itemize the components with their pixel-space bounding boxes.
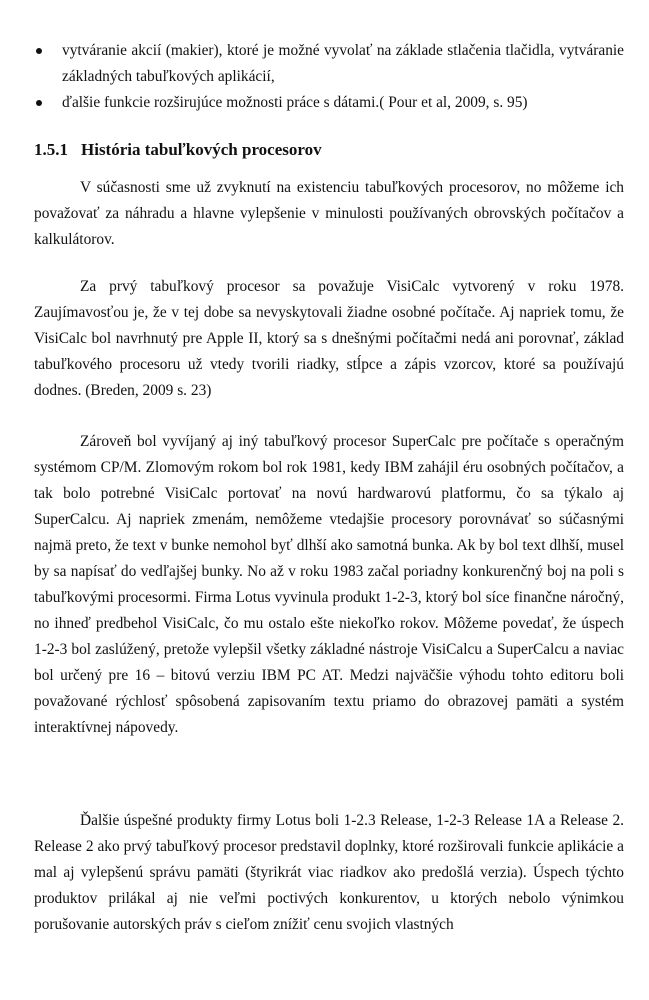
section-heading — [34, 139, 322, 161]
body-paragraph: Zároveň bol vyvíjaný aj iný tabuľkový procesor SuperCalc pre počítače s operačným systémom CP/M. Zlomovým rokom bol rok 1981, kedy IBM zahájil éru osobných počítačov, a tak bolo potrebné VisiCalc portovať na novú hardwarovú platformu, čo sa týkalo aj SuperCalcu. Aj napriek zmenám, nemôžeme vtedajšie procesory porovnávať so súčasnými najmä preto, že text v bunke nemohol byť dlhší ako samotná bunka. Ak by bol text dlhší, musel by sa napísať do vedľajšej bunky. No až v roku 1983 začal poriadny konkurenčný boj na poli s tabuľkovými procesormi. Firma Lotus vyvinula produkt 1-2-3, ktorý bol síce finančne náročný, no ihneď predbehol VisiCalc, čo mu ostalo ešte niekoľko rokov. Môžeme povedať, že úspech 1-2-3 bol zaslúžený, pretože vylepšil všetky základné nástroje VisiCalcu a SuperCalcu a naviac bol určený pre 16 – bitovú verziu IBM PC AT. Medzi najväčšie výhodu tohto editoru boli považované rýchlosť spôsobená zapisovaním textu priamo do obrazovej pamäti a systém interaktívnej nápovedy. — [34, 433, 624, 736]
section-number: 1.5.1 — [34, 140, 68, 159]
body-paragraph: Ďalšie úspešné produkty firmy Lotus boli 1-2.3 Release, 1-2-3 Release 1A a Release 2. Release 2 ako prvý tabuľkový procesor predstavil doplnky, ktoré rozširovali funkcie aplikácie a mal aj vylepšenú správu pamäti (štyrikrát viac riadkov ako predošlá verzia). Úspech týchto produktov prilákal aj nie veľmi poctivých konkurentov, u ktorých nebolo výnimkou porušovanie autorských práv s cieľom znížiť cenu svojich vlastných — [34, 812, 624, 933]
bullet-list — [34, 38, 624, 116]
body-paragraph: Za prvý tabuľkový procesor sa považuje VisiCalc vytvorený v roku 1978. Zaujímavosťou je, že v tej dobe sa nevyskytovali žiadne osobné počítače. Aj napriek tomu, že VisiCalc bol navrhnutý pre Apple II, ktorý sa s dnešnými počítačmi nedá ani porovnať, základ tabuľkového procesoru už vtedy tvorili riadky, stĺpce a zápis vzorcov, ktoré sa používajú dodnes. (Breden, 2009 s. 23) — [34, 278, 624, 399]
bullet-item: vytváranie akcií (makier), ktoré je možné vyvolať na základe stlačenia tlačidla, vytváranie základných tabuľkových aplikácií, — [34, 38, 624, 90]
section-title: História tabuľkových procesorov — [81, 140, 322, 159]
body-paragraph: V súčasnosti sme už zvyknutí na existenciu tabuľkových procesorov, no môžeme ich považovať za náhradu a hlavne vylepšenie v minulosti používaných obrovských počítačov a kalkulátorov. — [34, 179, 624, 248]
bullet-item: ďalšie funkcie rozširujúce možnosti práce s dátami.( Pour et al, 2009, s. 95) — [34, 90, 624, 116]
